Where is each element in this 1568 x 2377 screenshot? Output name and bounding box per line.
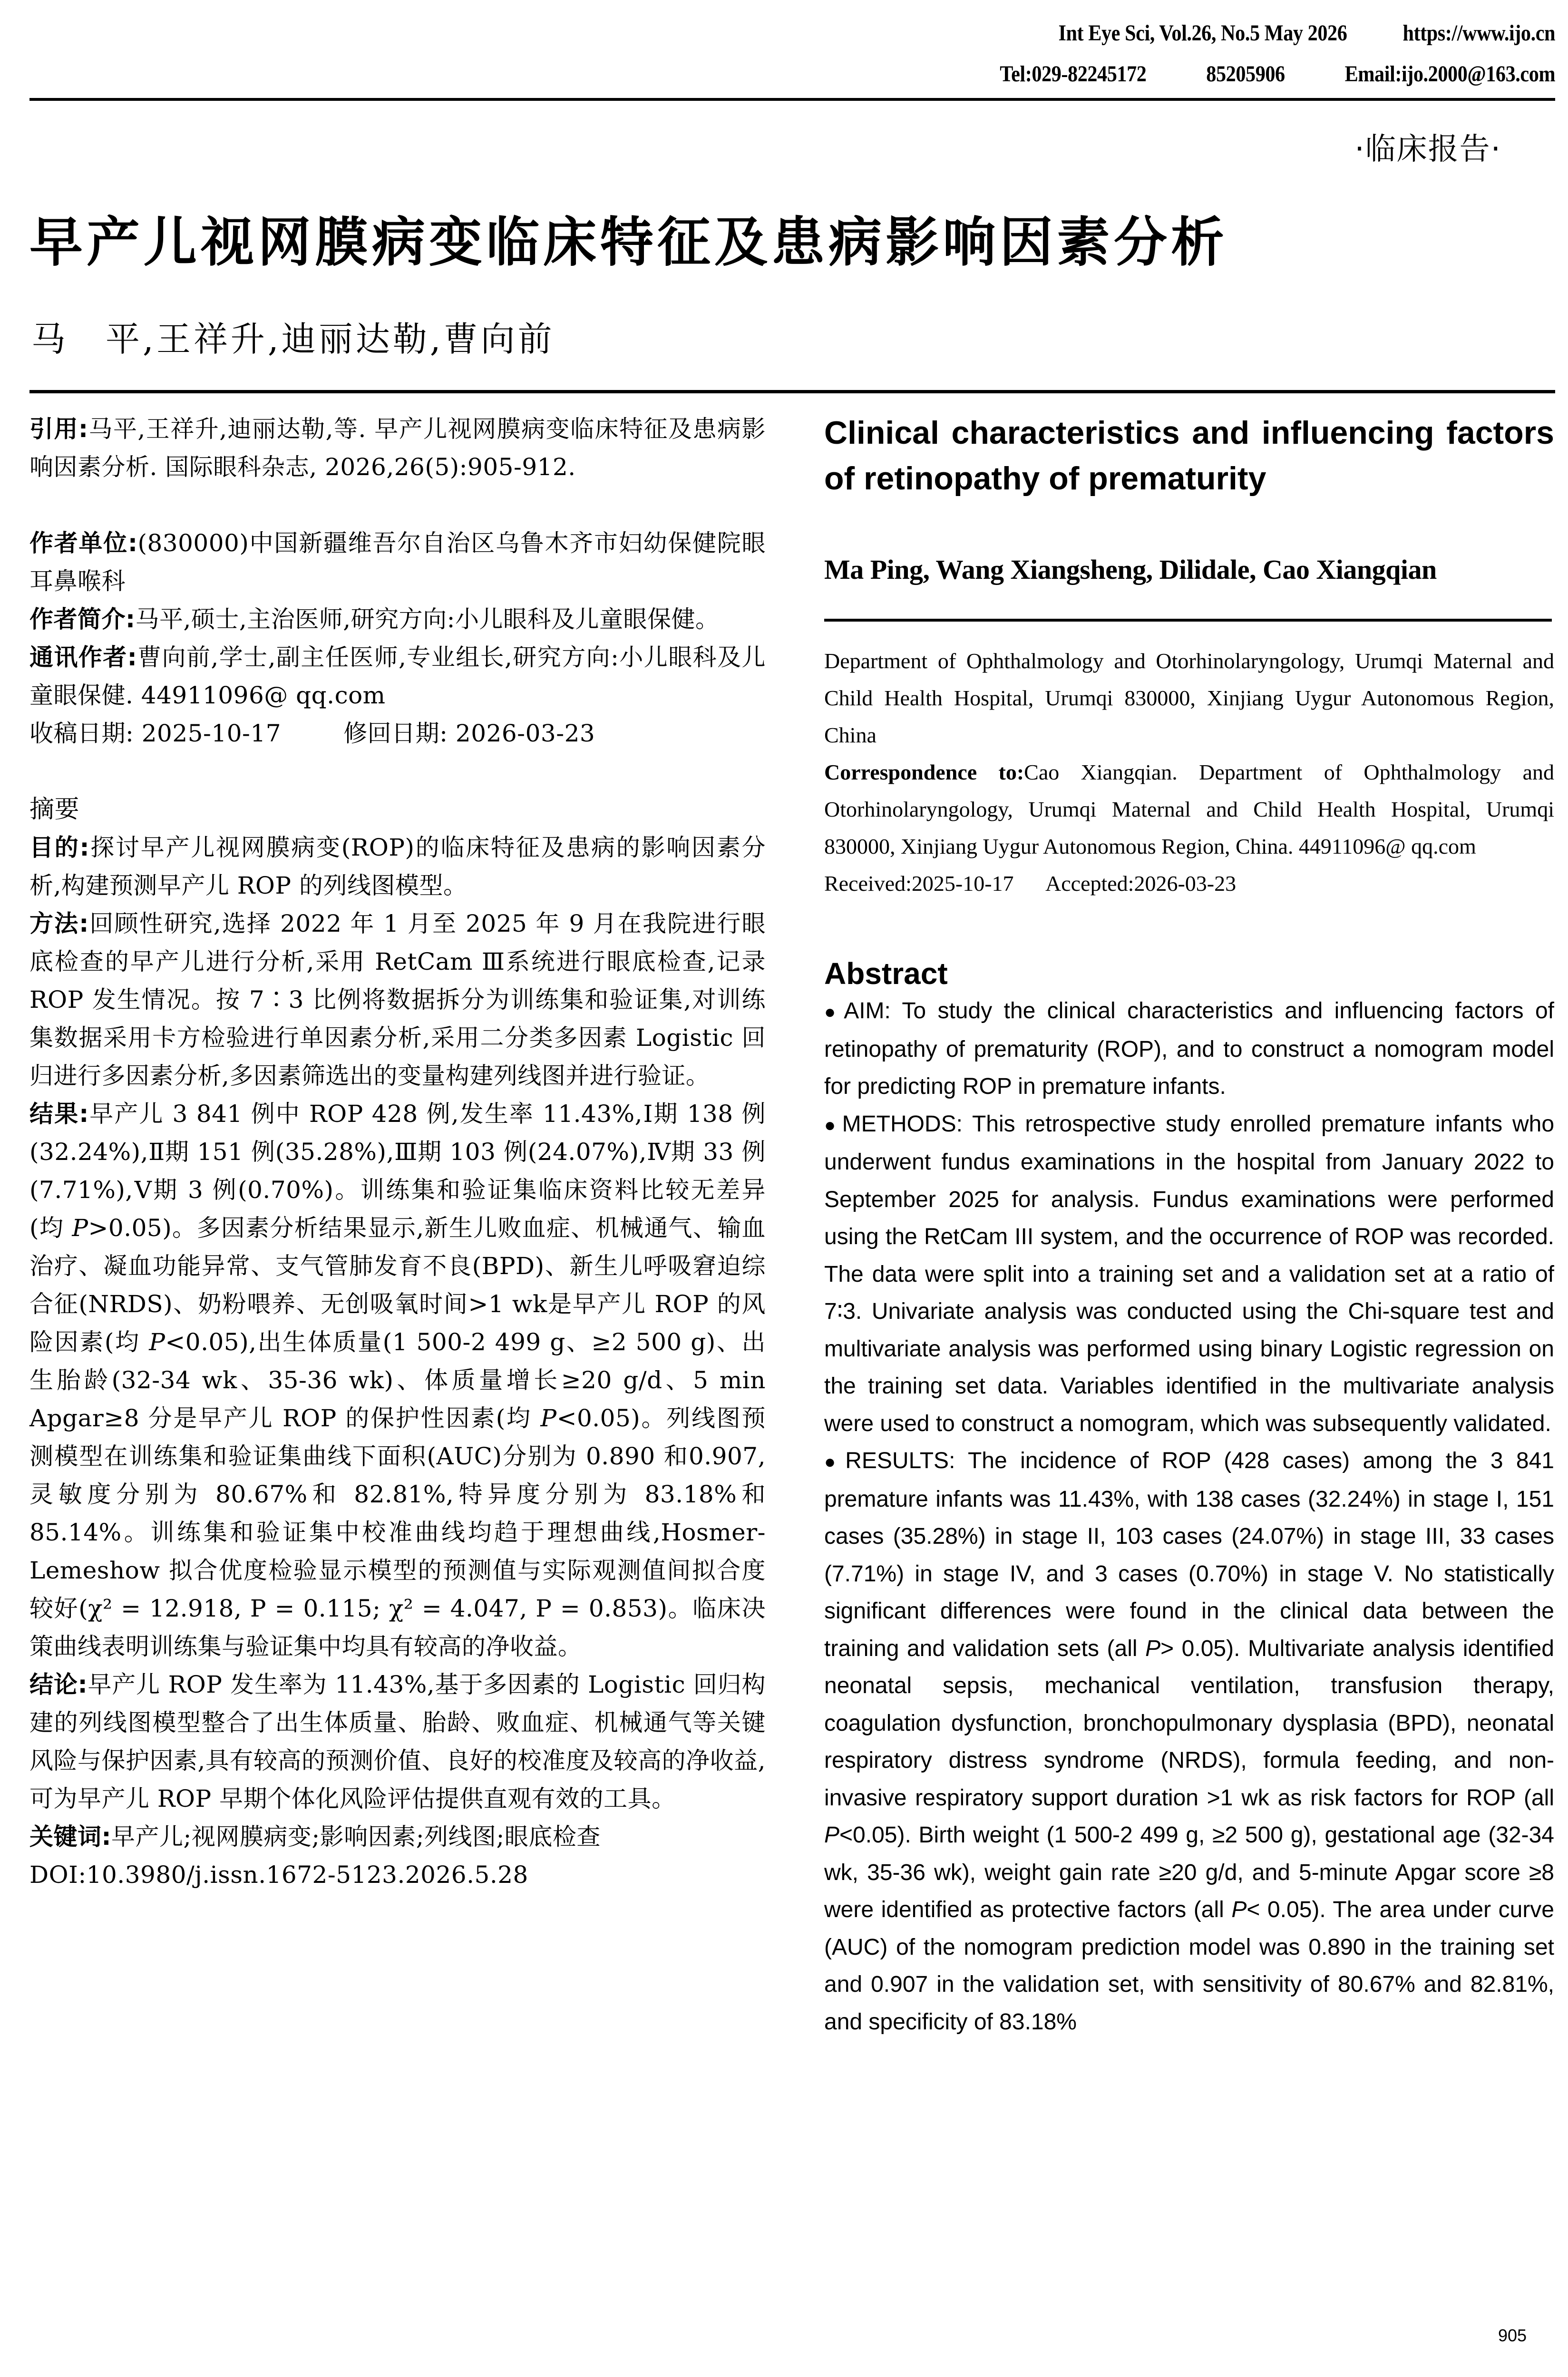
methods-label-en: METHODS: (842, 1111, 963, 1137)
journal-url[interactable]: https://www.ijo.cn (1402, 20, 1555, 46)
aim-label-cn: 目的: (29, 834, 89, 861)
results-text-cn: >0.05)。多因素分析结果显示,新生儿败血症、机械通气、输血治疗、凝血功能异常、支气管肺发育不良(BPD)、新生儿呼吸窘迫综合征(NRDS)、奶粉喂养、无创吸氧时间>1 wk是早产儿 ROP 的风险因素(均 (29, 1214, 766, 1356)
header-rule (29, 98, 1555, 101)
abstract-heading-en: Abstract (824, 956, 948, 991)
bio-text: 马平,硕士,主治医师,研究方向:小儿眼科及儿童眼保健。 (135, 605, 720, 633)
corr-label-en: Correspondence to: (824, 760, 1024, 784)
abstract-heading-cn: 摘要 (29, 795, 80, 824)
title-rule (29, 390, 1555, 393)
journal-tel-2: 85205906 (1206, 61, 1285, 87)
accepted-date-en: Accepted:2026-03-23 (1045, 871, 1237, 896)
journal-header-line-2 (1000, 61, 1555, 87)
results-text-cn: 早产儿 3 841 例中 ROP 428 例,发生率 11.43%,Ⅰ期 138 例(32.24%),Ⅱ期 151 例(35.28%),Ⅲ期 103 例(24.07%),Ⅳ期 33 例(7.71%),Ⅴ期 3 例(0.70%)。训练集和验证集临床资料比较无差异(均 (29, 1100, 766, 1242)
p-symbol: P (540, 1404, 557, 1432)
keywords-text-cn: 早产儿;视网膜病变;影响因素;列线图;眼底检查 (111, 1823, 601, 1851)
citation-label: 引用: (29, 415, 88, 443)
aim-text-cn: 探讨早产儿视网膜病变(ROP)的临床特征及患病的影响因素分析,构建预测早产儿 ROP 的列线图模型。 (29, 834, 766, 899)
p-symbol: P (1231, 1897, 1247, 1922)
results-text-en: <0.05). Birth weight (1 500-2 499 g, ≥2 500 g), gestational age (32-34 wk, 35-36 wk), weight gain rate ≥20 g/d, and 5-minute Apgar score ≥8 were identified as protective factors (all (824, 1822, 1554, 1922)
abstract-conclusion-cn (29, 1666, 766, 1818)
results-text-cn: <0.05)。列线图预测模型在训练集和验证集曲线下面积(AUC)分别为 0.890 和0.907,灵敏度分别为 80.67%和 82.81%,特异度分别为 83.18%和 85.14%。训练集和验证集中校准曲线均趋于理想曲线,Hosmer-Lemeshow 拟合优度检验显示模型的预测值与实际观测值间拟合度较好(χ² = 12.918, P = 0.115; χ² = 4.047, P = 0.853)。临床决策曲线表明训练集与验证集中均具有较高的净收益。 (29, 1404, 766, 1660)
citation-text: 马平,王祥升,迪丽达勒,等. 早产儿视网膜病变临床特征及患病影响因素分析. 国际眼科杂志, 2026,26(5):905-912. (29, 415, 766, 481)
abstract-aim-cn (29, 828, 766, 905)
results-text-en: The incidence of ROP (428 cases) among the 3 841 premature infants was 11.43%, with 138 cases (32.24%) in stage I, 151 cases (35.28%) in stage II, 103 cases (24.07%) in stage III, 33 cases (7.71%) in stage IV, and 3 cases (0.70%) in stage V. No statistically significant differences were found in the clinical data between the training and validation sets (all (824, 1448, 1555, 1661)
affiliation (29, 524, 766, 600)
methods-label-cn: 方法: (29, 910, 89, 937)
abstract-methods-en (824, 1106, 1554, 1443)
results-label-cn: 结果: (29, 1100, 89, 1128)
journal-header-line-1 (1058, 20, 1555, 46)
methods-text-cn: 回顾性研究,选择 2022 年 1 月至 2025 年 9 月在我院进行眼底检查的早产儿进行分析,采用 RetCam Ⅲ系统进行眼底检查,记录 ROP 发生情况。按 7∶3 比例将数据拆分为训练集和验证集,对训练集数据采用卡方检验进行单因素分析,采用二分类多因素 Logistic 回归进行多因素分析,多因素筛选出的变量构建列线图并进行验证。 (29, 910, 766, 1090)
dates-cn (29, 714, 766, 752)
spacer (29, 486, 766, 524)
journal-citation: Int Eye Sci, Vol.26, No.5 May 2026 (1058, 20, 1347, 46)
article-title-cn: 早产儿视网膜病变临床特征及患病影响因素分析 (29, 212, 1228, 273)
affiliation-text: (830000)中国新疆维吾尔自治区乌鲁木齐市妇幼保健院眼耳鼻喉科 (29, 529, 766, 595)
abstract-results-cn (29, 1095, 766, 1666)
corresponding-author (29, 638, 766, 714)
page-number: 905 (1498, 2326, 1527, 2345)
corr-text: 曹向前,学士,副主任医师,专业组长,研究方向:小儿眼科及儿童眼保健. 44911096@ qq.com (29, 643, 766, 709)
revised-date-cn: 修回日期: 2026-03-23 (343, 720, 595, 747)
results-text-en: > 0.05). Multivariate analysis identified neonatal sepsis, mechanical ventilation, transfusion therapy, coagulation dysfunction, bronchopulmonary dysplasia (BPD), neonatal respiratory distress syndrome (NRDS), formula feeding, and non-invasive respiratory support duration >1 wk as risk factors for ROP (all (824, 1636, 1554, 1811)
results-text-cn: <0.05),出生体质量(1 500-2 499 g、≥2 500 g)、出生胎龄(32-34 wk、35-36 wk)、体质量增长≥20 g/d、5 min Apgar≥8 分是早产儿 ROP 的保护性因素(均 (29, 1328, 766, 1432)
keywords-label-cn: 关键词: (29, 1823, 111, 1851)
conclusion-text-cn: 早产儿 ROP 发生率为 11.43%,基于多因素的 Logistic 回归构建的列线图模型整合了出生体质量、胎龄、败血症、机械通气等关键风险与保护因素,具有较高的预测价值、良好的校准度及较高的净收益,可为早产儿 ROP 早期个体化风险评估提供直观有效的工具。 (29, 1671, 766, 1812)
affiliation-label: 作者单位: (29, 529, 138, 557)
article-title-en: Clinical characteristics and influencing factors of retinopathy of prematurity (824, 415, 1554, 497)
bullet-icon: ● (824, 1002, 841, 1023)
methods-text-en: This retrospective study enrolled premature infants who underwent fundus examinations in the hospital from January 2022 to September 2025 for analysis. Fundus examinations were performed using the RetCam III system, and the occurrence of ROP was recorded. The data were split into a training set and a validation set at a ratio of 7∶3. Univariate analysis was conducted using the Chi-square test and multivariate analysis was performed using binary Logistic regression on the training set data. Variables identified in the multivariate analysis were used to construct a nomogram, which was subsequently validated. (824, 1111, 1555, 1436)
p-symbol: P (149, 1328, 166, 1356)
author-bio (29, 600, 766, 638)
abstract-results-en (824, 1442, 1554, 2041)
journal-tel: Tel:029-82245172 (1000, 61, 1147, 87)
results-text-en: < 0.05). The area under curve (AUC) of the nomogram prediction model was 0.890 in the training set and 0.907 in the validation set, with sensitivity of 80.67% and 82.81%, and specificity of 83.18% (824, 1897, 1554, 2035)
received-date-cn: 收稿日期: 2025-10-17 (29, 720, 282, 747)
corr-label: 通讯作者: (29, 643, 137, 671)
left-column-cn (29, 410, 766, 1894)
received-date-en: Received:2025-10-17 (824, 871, 1014, 896)
bullet-icon: ● (824, 1452, 843, 1472)
authors-en: Ma Ping, Wang Xiangsheng, Dilidale, Cao Xiangqian (824, 554, 1437, 585)
dates-en (824, 865, 1554, 902)
affiliation-en: Department of Ophthalmology and Otorhinolaryngology, Urumqi Maternal and Child Health Hospital, Urumqi 830000, Xinjiang Uygur Autonomous Region, China (824, 649, 1554, 747)
aim-label-en: AIM: (844, 998, 891, 1023)
correspondence-en (824, 754, 1554, 865)
doi[interactable]: DOI:10.3980/j.issn.1672-5123.2026.5.28 (29, 1861, 528, 1889)
journal-email[interactable]: Email:ijo.2000@163.com (1344, 61, 1555, 87)
bio-label: 作者简介: (29, 605, 136, 633)
aim-text-en: To study the clinical characteristics and influencing factors of retinopathy of prematurity (ROP), and to construct a nomogram model for predicting ROP in premature infants. (824, 998, 1554, 1099)
p-symbol: P (72, 1214, 88, 1242)
bullet-icon: ● (824, 1114, 839, 1136)
authors-cn: 马 平,王祥升,迪丽达勒,曹向前 (31, 319, 555, 359)
p-symbol: P (1145, 1636, 1161, 1661)
section-tag: ·临床报告· (1354, 132, 1501, 167)
abstract-aim-en (824, 993, 1554, 1106)
results-label-en: RESULTS: (845, 1448, 955, 1473)
spacer (29, 752, 766, 790)
right-column-en (824, 410, 1554, 2041)
conclusion-label-cn: 结论: (29, 1671, 88, 1698)
p-symbol: P (824, 1822, 840, 1848)
citation (29, 410, 766, 486)
keywords-cn (29, 1818, 766, 1856)
authors-rule (824, 619, 1552, 622)
abstract-methods-cn (29, 905, 766, 1095)
corr-text-en: Cao Xiangqian. Department of Ophthalmology and Otorhinolaryngology, Urumqi Maternal and Child Health Hospital, Urumqi 830000, Xinjiang Uygur Autonomous Region, China. 44911096@ qq.com (824, 760, 1554, 858)
